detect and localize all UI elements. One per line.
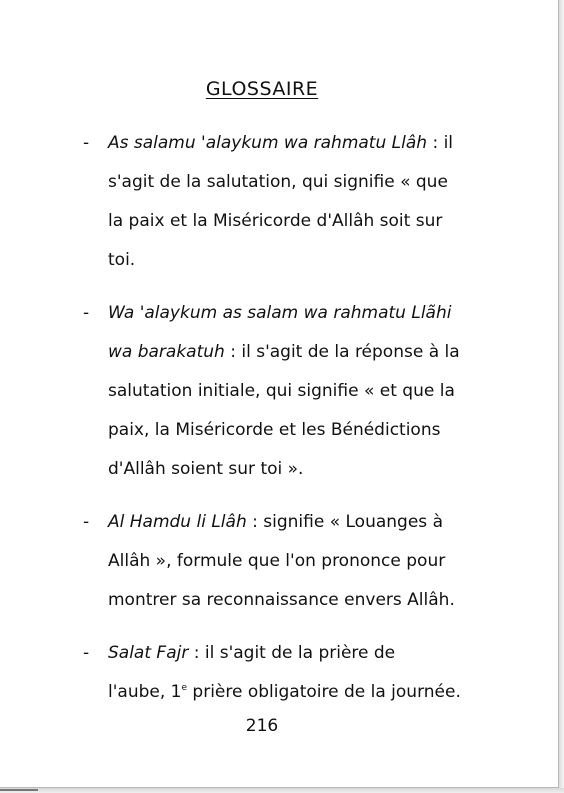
ordinal-superscript: e (181, 683, 188, 693)
glossary-entry-response (0, 294, 559, 489)
entry-line (108, 124, 478, 163)
entry-text (108, 503, 478, 620)
glossary-term: As salamu 'alaykum wa rahmatu Llâh (108, 133, 428, 153)
corner-divider (0, 789, 38, 791)
definition-line: s'agit de la salutation, qui signifie « que (108, 172, 448, 192)
definition-text: : il s'agit de la réponse à la (224, 342, 460, 362)
page-shadow-bottom (0, 788, 564, 793)
entry-text (108, 124, 478, 280)
glossary-entry-salam (0, 124, 559, 280)
glossary-term: Wa 'alaykum as salam wa rahmatu Llãhi (108, 303, 452, 323)
definition-text: l'aube, 1 (108, 682, 182, 702)
entry-line (108, 333, 478, 372)
list-bullet: - (83, 303, 90, 323)
definition-line: la paix et la Miséricorde d'Allâh soit sur (108, 211, 443, 231)
definition-text: : il s'agit de la prière de (188, 643, 396, 663)
definition-text: : signifie « Louanges à (246, 512, 443, 532)
definition-line: montrer sa reconnaissance envers Allâh. (108, 590, 455, 610)
definition-line: salutation initiale, qui signifie « et que la (108, 381, 455, 401)
list-bullet: - (83, 133, 90, 153)
glossary-term-continued: wa barakatuh (108, 342, 225, 362)
entry-text (108, 634, 478, 712)
list-bullet: - (83, 512, 90, 532)
glossary-list (0, 124, 559, 726)
entry-line (108, 634, 478, 673)
glossary-entry-hamdu (0, 503, 559, 620)
glossary-term: Al Hamdu li Llâh (108, 512, 247, 532)
entry-text (108, 294, 478, 489)
definition-line: toi. (108, 250, 136, 270)
glossary-entry-fajr (0, 634, 559, 712)
list-bullet: - (83, 643, 90, 663)
definition-line: d'Allâh soient sur toi ». (108, 459, 304, 479)
glossary-term: Salat Fajr (108, 643, 189, 663)
page-shadow-right (559, 0, 564, 793)
entry-line (108, 503, 478, 542)
page-title: GLOSSAIRE (205, 78, 319, 100)
page-number: 216 (245, 716, 279, 736)
definition-text: : il (427, 133, 454, 153)
entry-line (108, 673, 478, 712)
definition-text: prière obligatoire de la journée. (187, 682, 461, 702)
definition-line: Allâh », formule que l'on prononce pour (108, 551, 446, 571)
definition-line: paix, la Miséricorde et les Bénédictions (108, 420, 441, 440)
